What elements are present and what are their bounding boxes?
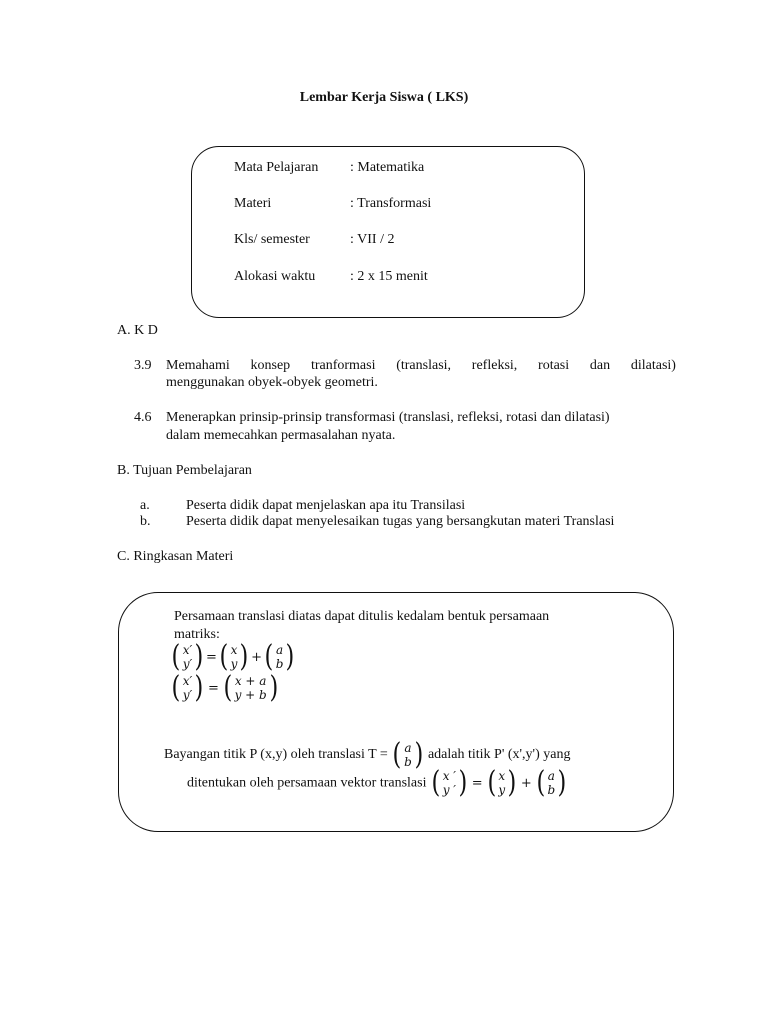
kd-word: dan xyxy=(589,358,611,373)
section-c-heading: C. Ringkasan Materi xyxy=(117,549,234,564)
info-label-class: Kls/ semester xyxy=(234,232,310,247)
materi-intro-line: Persamaan translasi diatas dapat ditulis kedalam bentuk persamaan xyxy=(174,609,550,624)
kd-word: konsep xyxy=(250,358,291,373)
kd-word: rotasi xyxy=(538,358,570,373)
page-title: Lembar Kerja Siswa ( LKS) xyxy=(299,90,469,105)
ditentukan-text: ditentukan oleh persamaan vektor translasi xyxy=(187,775,427,791)
info-label-time: Alokasi waktu xyxy=(234,269,316,284)
info-label-subject: Mata Pelajaran xyxy=(234,160,319,175)
bayangan-text-start: Bayangan titik P (x,y) oleh translasi T = xyxy=(164,747,388,763)
kd-text-line: dalam memecahkan permasalahan nyata. xyxy=(166,428,396,443)
section-a-heading: A. K D xyxy=(117,323,158,338)
vector-sum: ( x + a y + b ) xyxy=(223,670,278,705)
list-item: Peserta didik dapat menyelesaikan tugas yang bersangkutan materi Translasi xyxy=(186,514,615,529)
equation-matrix-1: ( x′ y′ ) = ( x y ) + ( a b ) xyxy=(171,639,295,674)
kd-number: 3.9 xyxy=(134,358,152,373)
kd-text-line: menggunakan obyek-obyek geometri. xyxy=(166,375,378,390)
vector-ab: ( a b ) xyxy=(536,765,567,800)
info-value-time: : 2 x 15 menit xyxy=(350,269,428,284)
vector-ab: ( a b ) xyxy=(264,639,295,674)
bayangan-text-end: adalah titik P' (x',y') yang xyxy=(427,747,571,763)
vector-lhs: ( x′ y′ ) xyxy=(171,670,204,705)
materi-box xyxy=(118,592,674,832)
vector-xy: ( x y ) xyxy=(487,765,517,800)
vector-lhs: ( x ′ y ′ ) xyxy=(431,765,468,800)
info-box xyxy=(191,146,585,318)
list-item: Peserta didik dapat menjelaskan apa itu Transilasi xyxy=(186,498,466,513)
kd-word: tranformasi xyxy=(310,358,376,373)
section-b-heading: B. Tujuan Pembelajaran xyxy=(117,463,252,478)
list-marker: b. xyxy=(140,514,151,529)
kd-word: (translasi, xyxy=(396,358,452,373)
kd-text-line xyxy=(166,358,676,374)
equation-vector-translasi: ( x ′ y ′ ) = ( x y ) + ( a b ) xyxy=(431,765,567,800)
info-label-materi: Materi xyxy=(234,196,272,211)
kd-word: Memahami xyxy=(166,358,230,373)
list-marker: a. xyxy=(140,498,150,513)
kd-text-line: Menerapkan prinsip-prinsip transformasi (translasi, refleksi, rotasi dan dilatasi) xyxy=(166,410,610,425)
vector-t: ( a b ) xyxy=(392,737,424,772)
vector-lhs: ( x′ y′ ) xyxy=(171,639,204,674)
ditentukan-line xyxy=(187,765,568,800)
info-value-class: : VII / 2 xyxy=(350,232,395,247)
equation-matrix-2: ( x′ y′ ) = ( x + a y + b ) xyxy=(171,670,278,705)
info-value-materi: : Transformasi xyxy=(350,196,432,211)
info-value-subject: : Matematika xyxy=(350,160,425,175)
vector-xy: ( x y ) xyxy=(219,639,249,674)
kd-number: 4.6 xyxy=(134,410,152,425)
kd-word: dilatasi) xyxy=(630,358,676,373)
materi-intro-line: matriks: xyxy=(174,627,220,642)
kd-word: refleksi, xyxy=(471,358,518,373)
